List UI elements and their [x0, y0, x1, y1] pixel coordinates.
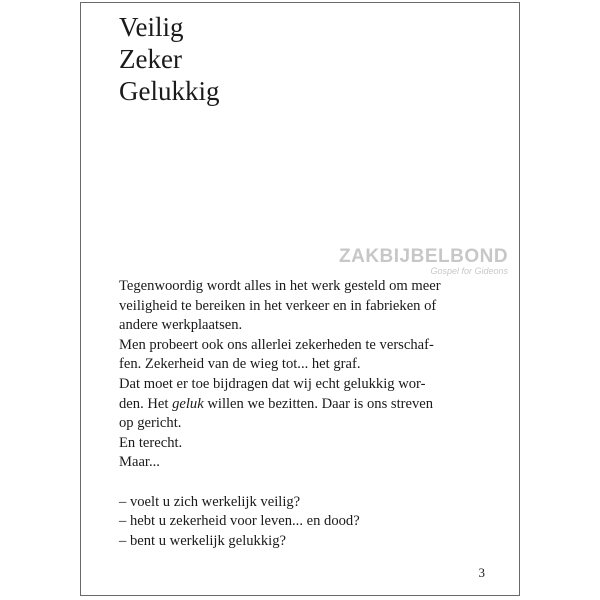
body-line: En terecht.	[119, 434, 183, 451]
question-item: – hebt u zekerheid voor leven... en dood?	[119, 513, 360, 530]
geluk-after: willen we bezitten. Daar is ons streven	[203, 395, 434, 412]
page-number: 3	[478, 565, 485, 580]
title-line-veilig: Veilig	[119, 12, 184, 42]
body-line: Men probeert ook ons allerlei zekerheden te verschaf-	[119, 336, 434, 353]
paragraph-gap	[119, 473, 479, 493]
book-page	[80, 2, 520, 596]
body-line: op gericht.	[119, 415, 182, 432]
geluk-before: den. Het	[119, 395, 173, 412]
body-line: veiligheid te bereiken in het verkeer en in fabrieken of	[119, 297, 437, 314]
title-line-gelukkig: Gelukkig	[119, 76, 220, 106]
title-line-zeker: Zeker	[119, 44, 182, 74]
watermark-logo	[339, 247, 508, 276]
question-item: – voelt u zich werkelijk veilig?	[119, 493, 301, 510]
body-line: Dat moet er toe bijdragen dat wij echt gelukkig wor-	[119, 375, 426, 392]
body-line: Maar...	[119, 454, 160, 471]
geluk-emphasis: geluk	[172, 395, 204, 412]
body-text	[119, 277, 479, 551]
body-line: andere werkplaatsen.	[119, 317, 243, 334]
watermark-brand: ZAKBIJBELBOND	[339, 246, 509, 267]
body-line: fen. Zekerheid van de wieg tot... het graf.	[119, 356, 361, 373]
question-item: – bent u werkelijk gelukkig?	[119, 532, 286, 549]
body-line: Tegenwoordig wordt alles in het werk gesteld om meer	[119, 278, 441, 294]
watermark-tagline: Gospel for Gideons	[430, 266, 509, 276]
body-line-geluk	[119, 395, 479, 415]
page-title	[119, 11, 220, 107]
